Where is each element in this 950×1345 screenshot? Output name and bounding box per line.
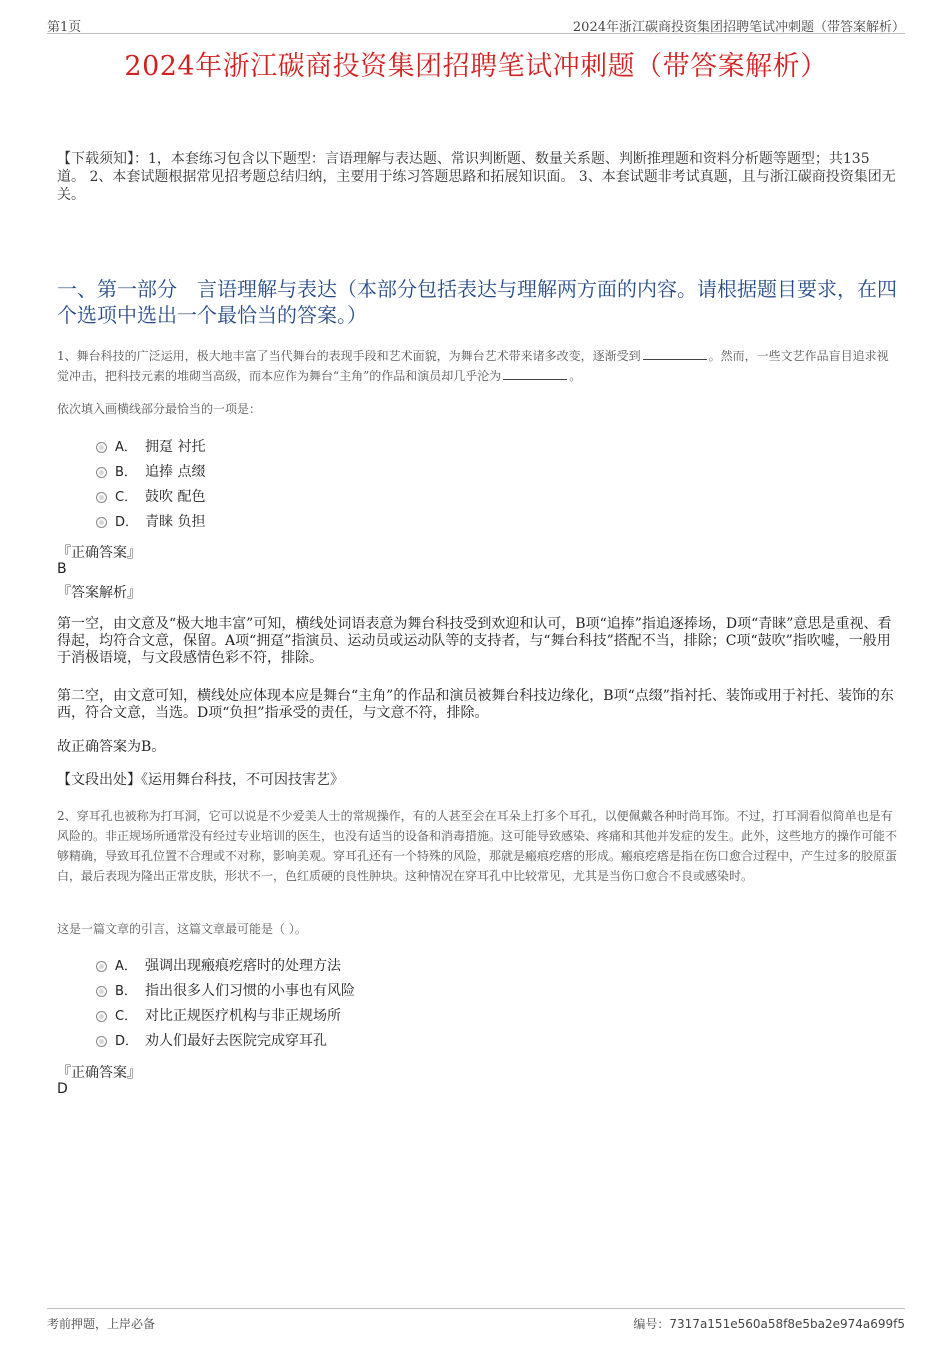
radio-icon[interactable] <box>96 1011 107 1022</box>
footer-code: 编号：7317a151e560a58f8e5ba2e974a699f5 <box>633 1317 905 1331</box>
q1-analysis-paragraph-2: 第二空，由文意可知，横线处应体现本应是舞台“主角”的作品和演员被舞台科技边缘化，B项“点缀”指衬托、装饰或用于衬托、装饰的东西，符合文意，当选。D项“负担”指承受的责任，与文意不符，排除。 <box>57 688 894 721</box>
q1-answer: B <box>57 561 67 577</box>
page-footer <box>47 1308 905 1334</box>
radio-icon[interactable] <box>96 492 107 503</box>
q1-answer-label: 『正确答案』 <box>57 545 141 561</box>
q2-answer-label: 『正确答案』 <box>57 1065 141 1081</box>
question-2-options <box>96 952 696 1052</box>
fill-blank-1 <box>643 347 707 360</box>
radio-icon[interactable] <box>96 442 107 453</box>
download-notice: 【下载须知】：1，本套练习包含以下题型：言语理解与表达题、常识判断题、数量关系题、判断推理题和资料分析题等题型；共135道。 2、本套试题根据常见招考题总结归纳，主要用于练习答题思路和拓展知识面。 3、本套试题非考试真题，且与浙江碳商投资集团无关。 <box>57 151 896 203</box>
page-header <box>47 14 905 34</box>
document-title: 2024年浙江碳商投资集团招聘笔试冲刺题（带答案解析） <box>124 51 828 82</box>
q1-option-d[interactable]: D． 青睐 负担 <box>96 508 696 533</box>
page-number: 第1页 <box>47 20 82 35</box>
q2-option-a[interactable]: A． 强调出现瘢痕疙瘩时的处理方法 <box>96 952 696 977</box>
radio-icon[interactable] <box>96 1036 107 1047</box>
footer-slogan: 考前押题，上岸必备 <box>47 1317 156 1331</box>
radio-icon[interactable] <box>96 517 107 528</box>
q1-analysis-paragraph-1: 第一空，由文意及“极大地丰富”可知，横线处词语表意为舞台科技受到欢迎和认可，B项“追捧”指追逐捧场，D项“青睐”意思是重视、看得起，均符合文意，保留。A项“拥趸”指演员、运动员或运动队等的支持者，与“舞台科技”搭配不当，排除；C项“鼓吹”指吹嘘，一般用于消极语境，与文段感情色彩不符，排除。 <box>57 616 892 666</box>
q1-option-a[interactable]: A． 拥趸 衬托 <box>96 433 696 458</box>
q1-conclusion: 故正确答案为B。 <box>57 739 166 755</box>
question-1-prompt: 依次填入画横线部分最恰当的一项是： <box>57 402 262 416</box>
radio-icon[interactable] <box>96 961 107 972</box>
question-1-options <box>96 433 696 533</box>
header-doc-title: 2024年浙江碳商投资集团招聘笔试冲刺题（带答案解析） <box>572 20 905 35</box>
fill-blank-2 <box>503 367 567 380</box>
q1-option-c[interactable]: C． 鼓吹 配色 <box>96 483 696 508</box>
question-2-prompt: 这是一篇文章的引言，这篇文章最可能是（ ）。 <box>57 922 307 936</box>
q2-option-c[interactable]: C． 对比正规医疗机构与非正规场所 <box>96 1002 696 1027</box>
q1-stem-part-b: 。然而，一些文艺作品盲目追求视觉冲击，把科技元素的堆砌当高级，而本应作为舞台“主角”的作品和演员却几乎沦为 <box>57 349 889 383</box>
section-heading: 一、第一部分 言语理解与表达（本部分包括表达与理解两方面的内容。请根据题目要求，在四个选项中选出一个最恰当的答案。） <box>57 277 897 327</box>
q1-stem-part-c: 。 <box>569 369 582 383</box>
q2-option-d[interactable]: D． 劝人们最好去医院完成穿耳孔 <box>96 1027 696 1052</box>
q1-analysis-label: 『答案解析』 <box>57 585 141 601</box>
q1-source: 【文段出处】《运用舞台科技，不可因技害艺》 <box>57 772 344 788</box>
q1-stem-part-a: 1、舞台科技的广泛运用，极大地丰富了当代舞台的表现手段和艺术面貌，为舞台艺术带来诸多改变，逐渐受到 <box>57 349 641 363</box>
radio-icon[interactable] <box>96 467 107 478</box>
radio-icon[interactable] <box>96 986 107 997</box>
q2-answer: D <box>57 1081 68 1097</box>
question-2-stem: 2、穿耳孔也被称为打耳洞，它可以说是不少爱美人士的常规操作，有的人甚至会在耳朵上打多个耳孔，以便佩戴各种时尚耳饰。不过，打耳洞看似简单也是有风险的。非正规场所通常没有经过专业培训的医生，也没有适当的设备和消毒措施。这可能导致感染、疼痛和其他并发症的发生。此外，这些地方的操作可能不够精确，导致耳孔位置不合理或不对称，影响美观。穿耳孔还有一个特殊的风险，那就是瘢痕疙瘩的形成。瘢痕疙瘩是指在伤口愈合过程中，产生过多的胶原蛋白，最后表现为隆出正常皮肤，形状不一，色红质硬的良性肿块。这种情况在穿耳孔中比较常见，尤其是当伤口愈合不良或感染时。 <box>57 809 898 883</box>
q2-option-b[interactable]: B． 指出很多人们习惯的小事也有风险 <box>96 977 696 1002</box>
question-1-stem <box>57 346 897 386</box>
q1-option-b[interactable]: B． 追捧 点缀 <box>96 458 696 483</box>
